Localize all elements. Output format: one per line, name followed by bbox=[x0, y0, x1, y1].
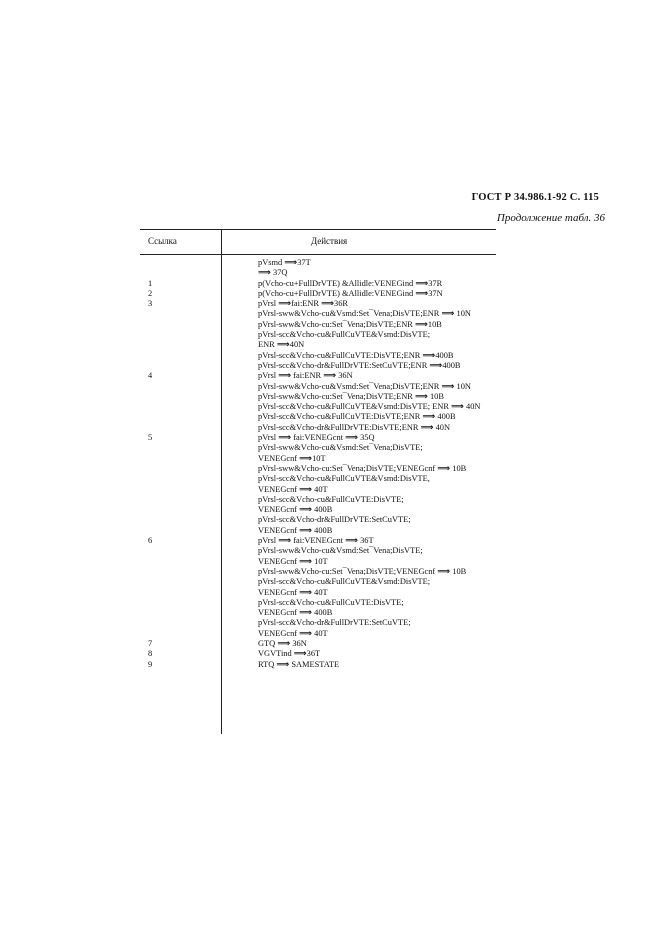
row-action bbox=[258, 454, 326, 464]
table-row bbox=[0, 351, 661, 361]
action-text: 40T bbox=[312, 484, 328, 494]
row-ref: 5 bbox=[148, 433, 153, 443]
action-text: 10B bbox=[427, 319, 442, 329]
table-row bbox=[0, 577, 661, 587]
row-action bbox=[258, 618, 411, 628]
table-row bbox=[0, 340, 661, 350]
table-row bbox=[0, 588, 661, 598]
table-row bbox=[0, 598, 661, 608]
implies-arrow-icon: ⟹ bbox=[299, 556, 313, 567]
action-text: 400B bbox=[435, 412, 456, 422]
table-row bbox=[0, 454, 661, 464]
table-row bbox=[0, 361, 661, 371]
action-text: pVrsl bbox=[258, 299, 279, 309]
implies-arrow-icon: ⟹ bbox=[414, 319, 428, 330]
table-row bbox=[0, 639, 661, 649]
implies-arrow-icon: ⟹ bbox=[441, 309, 455, 320]
row-action bbox=[258, 649, 320, 659]
table-row bbox=[0, 412, 661, 422]
action-text: pVrsl-scc&Vcho-cu&FullCuVTE&Vsmd:DisVTE; ENR bbox=[258, 402, 452, 412]
row-ref: 4 bbox=[148, 371, 153, 381]
action-text: fai:ENR bbox=[291, 299, 322, 309]
action-text: 10T bbox=[312, 453, 326, 463]
action-text: pVrsl-sww&Vcho-cu&Vsmd:Set¯Vena;DisVTE;ENR bbox=[258, 309, 442, 319]
implies-arrow-icon: ⟹ bbox=[415, 278, 429, 289]
action-text: pVrsl bbox=[258, 433, 279, 443]
table-body bbox=[0, 258, 661, 670]
row-action bbox=[258, 567, 466, 577]
implies-arrow-icon: ⟹ bbox=[278, 433, 292, 444]
implies-arrow-icon: ⟹ bbox=[323, 371, 337, 382]
action-text: VENEGcnf bbox=[258, 453, 300, 463]
table-row bbox=[0, 618, 661, 628]
table-row bbox=[0, 515, 661, 525]
action-text: GTQ bbox=[258, 638, 278, 648]
row-action bbox=[258, 382, 471, 392]
action-text: pVrsl-scc&Vcho-cu&FullCuVTE&Vsmd:DisVTE, bbox=[258, 474, 430, 484]
action-text: 40T bbox=[312, 587, 328, 597]
action-text: pVrsl-scc&Vcho-cu&FullCuVTE:DisVTE;ENR bbox=[258, 350, 423, 360]
row-action bbox=[258, 546, 423, 556]
implies-arrow-icon: ⟹ bbox=[415, 288, 429, 299]
row-action bbox=[258, 443, 423, 453]
column-header-actions: Действия bbox=[311, 236, 348, 246]
row-action bbox=[258, 660, 339, 670]
row-action bbox=[258, 433, 375, 443]
table-row bbox=[0, 279, 661, 289]
row-ref: 6 bbox=[148, 536, 153, 546]
action-text: 10B bbox=[450, 463, 467, 473]
table-row bbox=[0, 660, 661, 670]
action-text: pVrsl-sww&Vcho-cu:Set¯Vena;DisVTE;VENEGcnf bbox=[258, 566, 438, 576]
action-text: pVrsl-scc&Vcho-dr&FullDrVTE:SetCuVTE; bbox=[258, 515, 411, 525]
table-row bbox=[0, 268, 661, 278]
action-text: 36N bbox=[336, 371, 353, 381]
table-row bbox=[0, 629, 661, 639]
action-text: VENEGcnf bbox=[258, 505, 300, 515]
row-action bbox=[258, 392, 444, 402]
implies-arrow-icon: ⟹ bbox=[429, 360, 443, 371]
table-row bbox=[0, 485, 661, 495]
implies-arrow-icon: ⟹ bbox=[321, 299, 335, 310]
implies-arrow-icon: ⟹ bbox=[299, 525, 313, 536]
action-text: ENR bbox=[258, 340, 277, 350]
table-row bbox=[0, 464, 661, 474]
standard-page-number: ГОСТ Р 34.986.1-92 С. 115 bbox=[471, 192, 599, 203]
action-text: 37T bbox=[297, 258, 311, 267]
implies-arrow-icon: ⟹ bbox=[437, 463, 451, 474]
action-text: 40N bbox=[463, 402, 481, 412]
action-text: 37N bbox=[428, 288, 443, 298]
implies-arrow-icon: ⟹ bbox=[278, 299, 292, 310]
action-text: pVrsl-scc&Vcho-cu&FullCuVTE:DisVTE; bbox=[258, 597, 404, 607]
row-ref: 8 bbox=[148, 649, 153, 659]
action-text: p(Vcho-cu+FullDrVTE) &Allidle:VENEGind bbox=[258, 278, 416, 288]
row-action bbox=[258, 340, 304, 350]
row-action bbox=[258, 268, 287, 278]
implies-arrow-icon: ⟹ bbox=[299, 628, 313, 639]
action-text: pVrsl bbox=[258, 536, 279, 546]
implies-arrow-icon: ⟹ bbox=[299, 484, 313, 495]
action-text: VENEGcnf bbox=[258, 484, 300, 494]
row-action bbox=[258, 629, 328, 639]
action-text: 37Q bbox=[270, 268, 288, 278]
action-text: pVrsl bbox=[258, 371, 279, 381]
action-text: pVrsl-scc&Vcho-cu&FullCuVTE&Vsmd:DisVTE; bbox=[258, 330, 431, 340]
row-action bbox=[258, 361, 460, 371]
table-row bbox=[0, 546, 661, 556]
action-text: 10B bbox=[450, 566, 467, 576]
row-action bbox=[258, 505, 332, 515]
row-action bbox=[258, 485, 328, 495]
action-text: pVrsl-scc&Vcho-cu&FullCuVTE&Vsmd:DisVTE; bbox=[258, 577, 431, 587]
implies-arrow-icon: ⟹ bbox=[420, 422, 434, 433]
table-row bbox=[0, 526, 661, 536]
implies-arrow-icon: ⟹ bbox=[437, 566, 451, 577]
action-text: 10N bbox=[454, 309, 471, 319]
action-text: fai:ENR bbox=[291, 371, 324, 381]
table-top-rule bbox=[140, 229, 496, 230]
implies-arrow-icon: ⟹ bbox=[345, 536, 358, 547]
action-text: 40N bbox=[433, 422, 450, 432]
action-text: 36T bbox=[357, 536, 374, 546]
action-text: pVrsl-scc&Vcho-cu&FullCuVTE:DisVTE; bbox=[258, 494, 404, 504]
table-row bbox=[0, 567, 661, 577]
implies-arrow-icon: ⟹ bbox=[276, 659, 290, 670]
row-action bbox=[258, 557, 328, 567]
action-text: VENEGcnf bbox=[258, 525, 300, 535]
action-text: 37R bbox=[428, 278, 443, 288]
action-text: pVrsl-scc&Vcho-dr&FullDrVTE:SetCuVTE; bbox=[258, 618, 411, 628]
action-text: pVrsl-sww&Vcho-cu&Vsmd:Set¯Vena;DisVTE; bbox=[258, 546, 423, 556]
table-row bbox=[0, 495, 661, 505]
row-action bbox=[258, 351, 453, 361]
table-row bbox=[0, 258, 661, 268]
table-row bbox=[0, 536, 661, 546]
action-text: 40N bbox=[289, 340, 305, 350]
row-action bbox=[258, 299, 348, 309]
row-ref: 9 bbox=[148, 659, 153, 669]
action-text: pVrsl-sww&Vcho-cu:Set¯Vena;DisVTE;ENR bbox=[258, 391, 415, 401]
implies-arrow-icon: ⟹ bbox=[258, 268, 271, 279]
row-action bbox=[258, 279, 442, 289]
row-action bbox=[258, 258, 311, 268]
implies-arrow-icon: ⟹ bbox=[422, 412, 436, 423]
action-text: pVrsl-scc&Vcho-cu&FullCuVTE:DisVTE;ENR bbox=[258, 412, 423, 422]
action-text: 36N bbox=[290, 638, 307, 648]
table-row bbox=[0, 320, 661, 330]
action-text: pVrsl-sww&Vcho-cu&Vsmd:Set¯Vena;DisVTE; bbox=[258, 443, 423, 453]
table-row bbox=[0, 608, 661, 618]
row-action bbox=[258, 515, 411, 525]
action-text: p(Vcho-cu+FullDrVTE) &Allidle:VENEGind bbox=[258, 288, 416, 298]
implies-arrow-icon: ⟹ bbox=[276, 340, 290, 351]
implies-arrow-icon: ⟹ bbox=[299, 587, 313, 598]
table-row bbox=[0, 505, 661, 515]
table-row bbox=[0, 309, 661, 319]
row-action bbox=[258, 495, 404, 505]
action-text: 400B bbox=[312, 525, 333, 535]
action-text: SAMESTATE bbox=[289, 659, 340, 669]
action-text: 10T bbox=[312, 556, 328, 566]
row-action bbox=[258, 526, 332, 536]
row-action bbox=[258, 464, 466, 474]
table-row bbox=[0, 443, 661, 453]
row-action bbox=[258, 371, 353, 381]
action-text: VENEGcnf bbox=[258, 556, 300, 566]
table-row bbox=[0, 299, 661, 309]
row-action bbox=[258, 330, 430, 340]
action-text: 10N bbox=[454, 381, 471, 391]
implies-arrow-icon: ⟹ bbox=[299, 453, 313, 464]
action-text: 400B bbox=[312, 608, 333, 618]
action-text: pVrsl-sww&Vcho-cu:Set¯Vena;DisVTE;VENEGcnf bbox=[258, 463, 438, 473]
action-text: 35Q bbox=[357, 433, 375, 443]
action-text: pVrsl-sww&Vcho-cu&Vsmd:Set¯Vena;DisVTE;ENR bbox=[258, 381, 442, 391]
implies-arrow-icon: ⟹ bbox=[278, 536, 292, 547]
implies-arrow-icon: ⟹ bbox=[345, 433, 358, 444]
row-action bbox=[258, 474, 430, 484]
table-row bbox=[0, 423, 661, 433]
action-text: fai:VENEGcnt bbox=[291, 536, 346, 546]
row-action bbox=[258, 402, 480, 412]
action-text: VGVTind bbox=[258, 649, 294, 659]
action-text: 36R bbox=[334, 299, 348, 309]
row-action bbox=[258, 536, 374, 546]
action-text: 40T bbox=[312, 628, 328, 638]
implies-arrow-icon: ⟹ bbox=[293, 649, 307, 660]
table-row bbox=[0, 649, 661, 659]
row-ref: 3 bbox=[148, 299, 153, 309]
table-row bbox=[0, 330, 661, 340]
implies-arrow-icon: ⟹ bbox=[277, 638, 291, 649]
row-action bbox=[258, 639, 307, 649]
table-row bbox=[0, 557, 661, 567]
row-action bbox=[258, 412, 456, 422]
row-action bbox=[258, 608, 332, 618]
row-action bbox=[258, 577, 430, 587]
row-ref: 2 bbox=[148, 288, 153, 298]
action-text: 10B bbox=[427, 391, 444, 401]
action-text: VENEGcnf bbox=[258, 587, 300, 597]
table-header-rule bbox=[140, 254, 496, 255]
table-row bbox=[0, 402, 661, 412]
row-action bbox=[258, 423, 450, 433]
column-header-ref: Ссылка bbox=[148, 236, 177, 246]
table-row bbox=[0, 392, 661, 402]
implies-arrow-icon: ⟹ bbox=[278, 371, 292, 382]
action-text: VENEGcnf bbox=[258, 608, 300, 618]
row-action bbox=[258, 598, 404, 608]
action-text: VENEGcnf bbox=[258, 628, 300, 638]
action-text: fai:VENEGcnt bbox=[291, 433, 346, 443]
implies-arrow-icon: ⟹ bbox=[299, 608, 313, 619]
implies-arrow-icon: ⟹ bbox=[299, 505, 313, 516]
row-action bbox=[258, 588, 328, 598]
row-ref: 7 bbox=[148, 638, 153, 648]
implies-arrow-icon: ⟹ bbox=[284, 258, 298, 268]
implies-arrow-icon: ⟹ bbox=[422, 350, 436, 361]
implies-arrow-icon: ⟹ bbox=[451, 402, 464, 413]
table-row bbox=[0, 382, 661, 392]
table-continuation-label: Продолжение табл. 36 bbox=[496, 212, 605, 224]
action-text: pVrsl-scc&Vcho-dr&FullDrVTE:DisVTE;ENR bbox=[258, 422, 421, 432]
row-action bbox=[258, 309, 471, 319]
action-text: 400B bbox=[442, 360, 461, 370]
action-text: 400B bbox=[435, 350, 454, 360]
row-ref: 1 bbox=[148, 278, 153, 288]
table-row bbox=[0, 474, 661, 484]
action-text: pVsmd bbox=[258, 258, 285, 267]
table-row bbox=[0, 433, 661, 443]
action-text: pVrsl-sww&Vcho-cu:Set¯Vena;DisVTE;ENR bbox=[258, 319, 415, 329]
row-action bbox=[258, 289, 443, 299]
implies-arrow-icon: ⟹ bbox=[414, 391, 428, 402]
action-text: RTQ bbox=[258, 659, 277, 669]
action-text: 36T bbox=[306, 649, 321, 659]
table-row bbox=[0, 289, 661, 299]
action-text: pVrsl-scc&Vcho-dr&FullDrVTE:SetCuVTE;ENR bbox=[258, 360, 430, 370]
action-text: 400B bbox=[312, 505, 333, 515]
table-row bbox=[0, 371, 661, 381]
row-action bbox=[258, 320, 442, 330]
implies-arrow-icon: ⟹ bbox=[441, 381, 455, 392]
